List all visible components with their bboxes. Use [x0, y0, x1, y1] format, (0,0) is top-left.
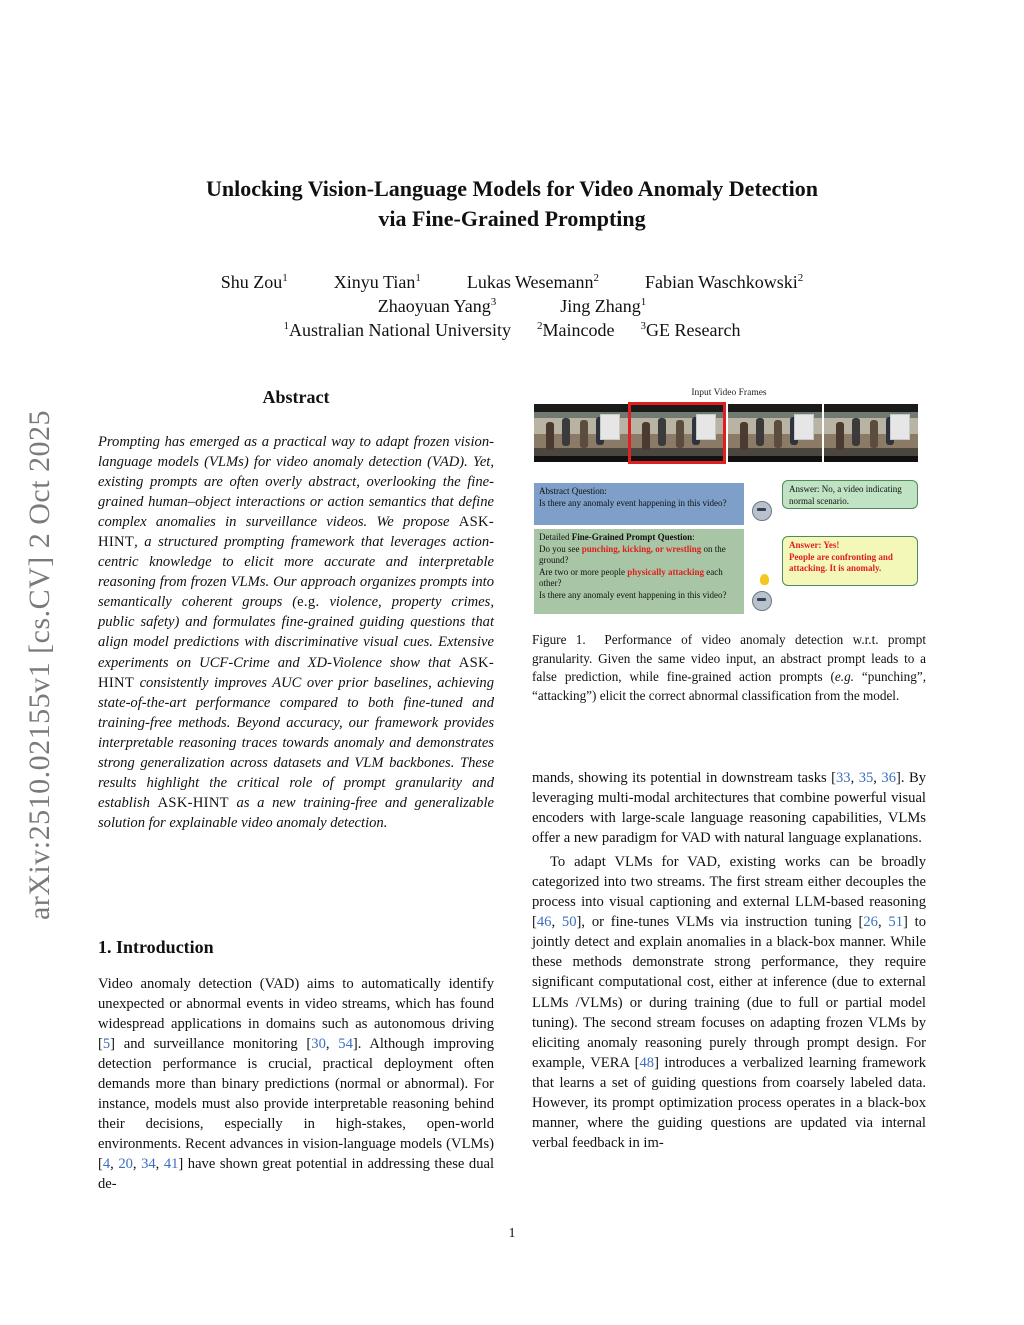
author-row-2 [120, 294, 904, 318]
author-row-1 [120, 270, 904, 294]
citation-link[interactable]: 20 [118, 1156, 133, 1173]
citation-link[interactable]: 33 [836, 770, 851, 786]
affiliation-row [120, 318, 904, 342]
citation-link[interactable]: 41 [163, 1156, 179, 1173]
abstract-heading: Abstract [262, 387, 330, 407]
author: Shu Zou$^1$ [220, 272, 288, 292]
method-name: ASK-HINT [98, 514, 494, 551]
citation-link[interactable]: 26 [863, 914, 878, 931]
paper-title [150, 174, 874, 234]
citation-link[interactable]: 51 [888, 914, 903, 931]
author: Jing Zhang$^1$ [560, 296, 647, 316]
section-heading-introduction: 1. Introduction [98, 937, 214, 957]
citation-link[interactable]: 50 [561, 914, 577, 931]
citation-link[interactable]: 36 [881, 770, 896, 786]
citation-link[interactable]: 4 [102, 1156, 111, 1173]
citation-link[interactable]: 48 [639, 1054, 655, 1071]
method-name: ASK-HINT [157, 794, 229, 811]
figure-input-label: Input Video Frames [691, 388, 767, 398]
citation-link[interactable]: 46 [536, 914, 552, 931]
author: Zhaoyuan Yang$^3$ [377, 296, 497, 316]
title-line-1: Unlocking Vision-Language Models for Video Anomaly Detection [206, 176, 818, 201]
author: Fabian Waschkowski$^2$ [645, 272, 804, 292]
title-line-2: via Fine-Grained Prompting [378, 206, 646, 231]
affiliation: $^3$GE Research [640, 320, 741, 340]
page-number: 1 [508, 1226, 516, 1241]
video-frames [534, 404, 920, 464]
affiliation: $^2$Maincode [537, 320, 615, 340]
author: Xinyu Tian$^1$ [333, 272, 421, 292]
video-frame-image [824, 404, 918, 462]
fine-grained-question-box: Detailed Fine-Grained Prompt Question: Do you see punching, kicking, or wrestling on the ground? Are two or more people physically attacking each other? Is there any anomaly event happening in this video? [534, 529, 744, 614]
citation-link[interactable]: 5 [102, 1036, 111, 1053]
video-frame-image [728, 404, 822, 462]
author-block [120, 270, 904, 342]
answer-bubble-normal: Answer: No, a video indicating normal scenario. [782, 480, 918, 509]
paragraph: To adapt VLMs for VAD, existing works can be broadly categorized into two streams. The first stream either decouples the process into visual captioning and external LLM-based reasoning [46, 50], or fine-tunes VLMs via instruction tuning [26, 51] to jointly detect and explain anomalies in a black-box manner. While these methods demonstrate strong performance, they require significant computational cost, either at inference (due to external LLMs /VLMs) or during training (due to full or partial model tuning). The second stream focuses on adapting frozen VLMs by eliciting anomaly reasoning purely through prompt design. For example, VERA [48] introduces a verbalized learning framework that learns a set of guiding questions from coarsely labeled data. However, its prompt optimization process operates in a black-box manner, where the guiding questions are updated via internal verbal feedback in im- [532, 854, 927, 1151]
citation-link[interactable]: 54 [338, 1036, 353, 1053]
video-frame-image-highlighted [630, 404, 724, 462]
introduction-body: Video anomaly detection (VAD) aims to automatically identify unexpected or abnormal events in video streams, which has found widespread applications in domains such as autonomous driving [5] and surveillance monitoring [30, 54]. Although improving detection performance is crucial, practical deployment often demands more than binary predictions (normal or abnormal). For instance, models must also provide interpretable reasoning behind their decisions, especially in high-stakes, open-world environments. Recent advances in vision-language models (VLMs) [4, 20, 34, 41] have shown great potential in addressing these dual de- [98, 976, 495, 1193]
affiliation: $^1$Australian National University [283, 320, 511, 340]
figure-1-caption: Figure 1. Performance of video anomaly detection w.r.t. prompt granularity. Given the same video input, an abstract prompt leads to a false prediction, while fine-grained action prompts (e.g. “punching”, “attacking”) elicit the correct abnormal classification from the model. [532, 632, 926, 703]
abstract-body: Prompting has emerged as a practical way to adapt frozen vision-language models (VLMs) for video anomaly detection (VAD). Yet, existing prompts are often overly abstract, overlooking the fine-grained human–object interactions or action semantics that define complex anomalies in surveillance videos. We propose ASK-HINT, a structured prompting framework that leverages action-centric knowledge to elicit more accurate and interpretable reasoning from frozen VLMs. Our approach organizes prompts into semantically coherent groups (e.g. violence, property crimes, public safety) and formulates fine-grained guiding questions that align model predictions with discriminative visual cues. Extensive experiments on UCF-Crime and XD-Violence show that ASK-HINT consistently improves AUC over prior baselines, achieving state-of-the-art performance compared to both fine-tuned and training-free methods. Beyond accuracy, our framework provides interpretable reasoning traces towards anomaly and demonstrates strong generalization across datasets and VLM backbones. These results highlight the critical role of prompt granularity and establish ASK-HINT as a new training-free and generalizable solution for explainable video anomaly detection. [98, 434, 494, 831]
citation-link[interactable]: 30 [311, 1036, 326, 1053]
video-frame-image [534, 404, 628, 462]
paragraph: mands, showing its potential in downstream tasks [33, 35, 36]. By leveraging multi-modal architectures that combine powerful visual encoders with large-scale language reasoning capabilities, VLMs offer a new paradigm for VAD with natural language explanations. [532, 770, 926, 847]
lightbulb-icon [760, 574, 769, 585]
arxiv-identifier: arXiv:2510.02155v1 [cs.CV] 2 Oct 2025 [23, 409, 56, 921]
robot-icon [752, 501, 772, 521]
citation-link[interactable]: 34 [141, 1156, 156, 1173]
method-name: ASK-HINT [98, 654, 494, 691]
right-column-body [532, 768, 926, 1153]
robot-icon [752, 591, 772, 611]
author: Lukas Wesemann$^2$ [466, 272, 600, 292]
answer-bubble-anomaly: Answer: Yes! People are confronting and attacking. It is anomaly. [782, 536, 918, 586]
abstract-question-box: Abstract Question: Is there any anomaly event happening in this video? [534, 483, 744, 525]
figure-1 [532, 388, 926, 614]
citation-link[interactable]: 35 [858, 770, 874, 786]
